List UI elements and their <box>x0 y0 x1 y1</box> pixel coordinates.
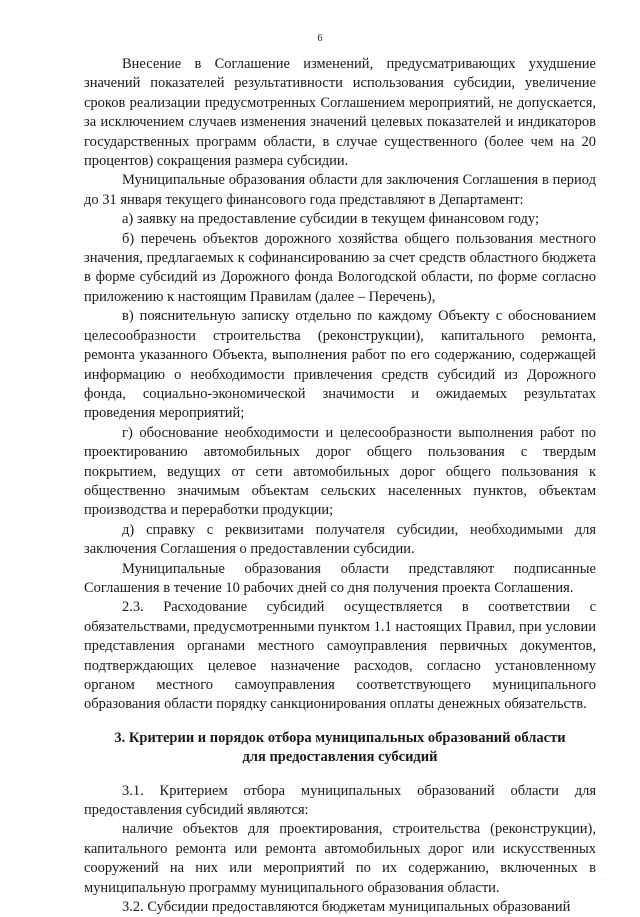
section-heading <box>84 729 596 768</box>
list-item-a: а) заявку на предоставление субсидии в текущем финансовом году; <box>122 211 539 228</box>
section-heading-line-2: для предоставления субсидий <box>242 749 438 766</box>
paragraph-3-2: 3.2. Субсидии предоставляются бюджетам муниципальных образований <box>122 899 571 916</box>
list-item-b: б) перечень объектов дорожного хозяйства общего пользования местного значения, предлагаемых к софинансированию за счет средств областного бюджета в форме субсидий из Дорожного фонда Вологодской области, по форме согласно приложению к настоящим Правилам (далее – Перечень), <box>84 230 596 305</box>
list-item-d: д) справку с реквизитами получателя субсидии, необходимыми для заключения Соглашения о предоставлении субсидии. <box>84 521 596 558</box>
paragraph-2-3: 2.3. Расходование субсидий осуществляется в соответствии с обязательствами, предусмотренными пунктом 1.1 настоящих Правил, при условии представления органами местного самоуправления первичных документов, подтверждающих целевое назначение расходов, согласно установленному органом местного самоуправления соответствующего муниципального образования области порядку санкционирования оплаты денежных обязательств. <box>84 599 596 713</box>
paragraph-amendments: Внесение в Соглашение изменений, предусматривающих ухудшение значений показателей результативности использования субсидии, увеличение сроков реализации предусмотренных Соглашением мероприятий, не допускается, за исключением случаев изменения значений целевых показателей и индикаторов государственных программ области, в случае существенного (более чем на 20 процентов) сокращения размера субсидии. <box>84 56 596 170</box>
list-item-g: г) обоснование необходимости и целесообразности выполнения работ по проектированию автомобильных дорог общего пользования с твердым покрытием, ведущих от сети автомобильных дорог общего пользования к общественно значимым объектам сельских населенных пунктов, объектам производства и переработки продукции; <box>84 424 596 519</box>
section-heading-line-1: 3. Критерии и порядок отбора муниципальных образований области <box>114 729 566 746</box>
list-item-v: в) пояснительную записку отдельно по каждому Объекту с обоснованием целесообразности строительства (реконструкции), капитального ремонта, ремонта указанного Объекта, выполнения работ по его содержанию, содержащей информацию о необходимости привлечения средств субсидий из Дорожного фонда, социально-экономической значимости и ожидаемых результатах проведения мероприятий; <box>84 308 596 422</box>
scan-artifact-mark: · <box>602 877 604 883</box>
paragraph-criteria: наличие объектов для проектирования, строительства (реконструкции), капитального ремонта или ремонта автомобильных дорог или искусственных сооружений на них или мероприятий по их содержанию, включенных в муниципальную программу муниципального образования области. <box>84 821 596 896</box>
page-number: 6 <box>317 33 323 44</box>
paragraph-submission-intro: Муниципальные образования области для заключения Соглашения в период до 31 января текущего финансового года представляют в Департамент: <box>84 172 596 208</box>
document-body <box>84 55 596 917</box>
paragraph-signed-agreements: Муниципальные образования области представляют подписанные Соглашения в течение 10 рабочих дней со дня получения проекта Соглашения. <box>84 560 596 596</box>
paragraph-3-1: 3.1. Критерием отбора муниципальных образований области для предоставления субсидий являются: <box>84 782 596 819</box>
